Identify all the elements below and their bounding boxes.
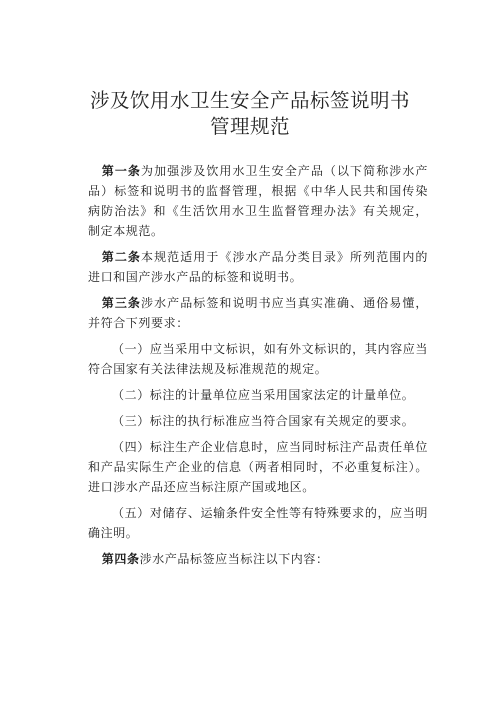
clause-4: （四）标注生产企业信息时，应当同时标注产品责任单位和产品实际生产企业的信息（两者相同时，不必重复标注）。进口涉水产品还应当标注原产国或地区。 bbox=[88, 440, 428, 494]
article-label: 第四条 bbox=[101, 552, 140, 566]
article-2 bbox=[88, 247, 428, 287]
article-text: 涉水产品标签和说明书应当真实准确、通俗易懂，并符合下列要求： bbox=[88, 296, 428, 330]
article-1 bbox=[88, 161, 428, 241]
article-label: 第一条 bbox=[101, 164, 141, 178]
article-text: 涉水产品标签应当标注以下内容： bbox=[139, 552, 329, 566]
clause-5: （五）对储存、运输条件安全性等有特殊要求的，应当明确注明。 bbox=[88, 506, 428, 540]
clause-1: （一）应当采用中文标识，如有外文标识的，其内容应当符合国家有关法律法规及标准规范的规定。 bbox=[88, 342, 428, 376]
document-body bbox=[88, 161, 428, 575]
article-text: 为加强涉及饮用水卫生安全产品（以下简称涉水产品）标签和说明书的监督管理，根据《中华人民共和国传染病防治法》和《生活饮用水卫生监督管理办法》有关规定，制定本规范。 bbox=[88, 164, 428, 238]
document-title-line-2: 管理规范 bbox=[209, 115, 290, 138]
article-3 bbox=[88, 293, 428, 333]
clause-3: （三）标注的执行标准应当符合国家有关规定的要求。 bbox=[112, 414, 415, 428]
article-label: 第二条 bbox=[101, 250, 141, 264]
article-label: 第三条 bbox=[101, 296, 141, 310]
document-title-line-1: 涉及饮用水卫生安全产品标签说明书 bbox=[89, 89, 410, 112]
article-4 bbox=[88, 549, 428, 569]
article-text: 本规范适用于《涉水产品分类目录》所列范围内的进口和国产涉水产品的标签和说明书。 bbox=[88, 250, 428, 284]
clause-2: （二）标注的计量单位应当采用国家法定的计量单位。 bbox=[112, 388, 415, 402]
